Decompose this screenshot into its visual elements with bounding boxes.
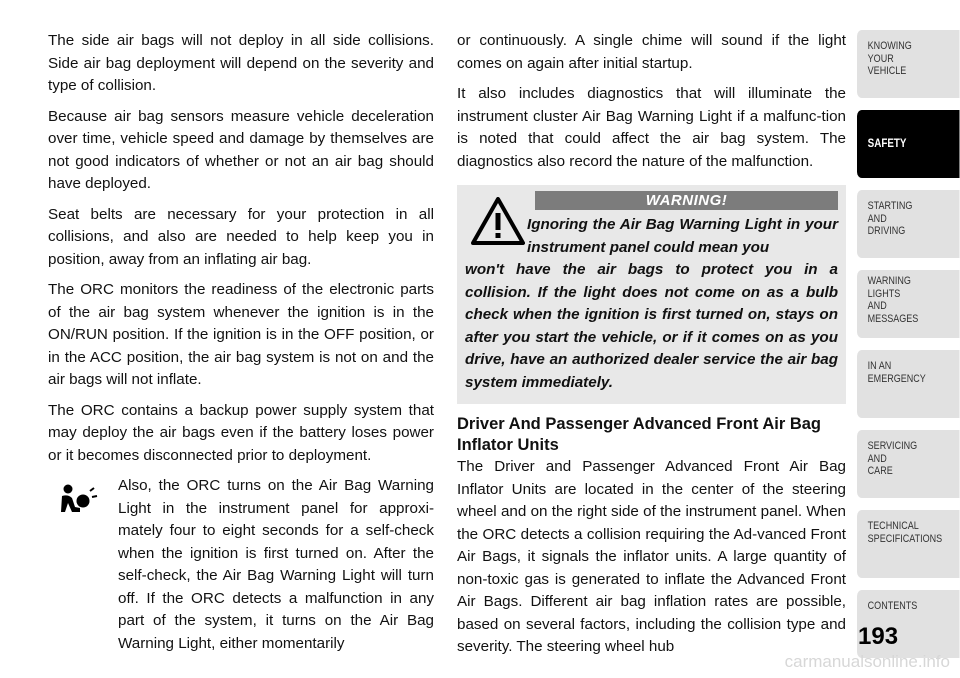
tab-label: TECHNICAL SPECIFICATIONS (867, 520, 943, 545)
warning-text-first-lines: Ignoring the Air Bag Warning Light in your instrument panel could mean you (527, 216, 838, 256)
paragraph: or continuously. A single chime will sound if the light comes on again after initial startup. (457, 32, 846, 72)
section-heading: Driver And Passenger Advanced Front Air Bag Inflator Units (457, 415, 822, 454)
paragraph: The side air bags will not deploy in all side collisions. Side air bag deployment will depend on the severity and type of collision. (48, 32, 434, 94)
airbag-light-paragraph (48, 475, 434, 655)
watermark: carmanualsonline.info (784, 652, 950, 671)
tab-knowing-your-vehicle[interactable] (857, 30, 960, 98)
page-number: 193 (858, 623, 899, 650)
tab-label: STARTING AND DRIVING (867, 200, 913, 237)
tab-starting-and-driving[interactable] (857, 190, 960, 258)
tab-servicing-and-care[interactable] (857, 430, 960, 498)
tab-technical-specifications[interactable] (857, 510, 960, 578)
tab-label: SERVICING AND CARE (867, 440, 918, 477)
chapter-sidebar (857, 30, 960, 670)
tab-in-an-emergency[interactable] (857, 350, 960, 418)
paragraph: It also includes diagnostics that will illuminate the instrument cluster Air Bag Warning Light if a malfunc-tion is noted that could affect the air bag system. The diagnostics also record the nature of the malfunction. (457, 85, 846, 170)
tab-label: IN AN EMERGENCY (867, 360, 926, 385)
warning-title: WARNING! (535, 191, 838, 210)
tab-label: KNOWING YOUR VEHICLE (867, 40, 912, 77)
warning-triangle-icon (471, 197, 525, 245)
tab-safety[interactable] (857, 110, 960, 178)
right-column (457, 30, 846, 667)
airbag-warning-icon (56, 481, 98, 521)
tab-label: SAFETY (867, 136, 907, 150)
paragraph: Also, the ORC turns on the Air Bag Warning Light in the instrument panel for approxi-mately four to eight seconds for a self-check when the ignition is first turned on. After the self-check, the Air Bag Warning Light will turn off. If the ORC detects a malfunction in any part of the system, it turns on the Air Bag Warning Light, either momentarily (118, 477, 434, 652)
paragraph: The ORC monitors the readiness of the electronic parts of the air bag system whenever the ignition is in the ON/RUN position. If the ignition is in the OFF position, or in the ACC position, the air bag system is not on and the air bags will not inflate. (48, 281, 434, 388)
warning-box (457, 185, 846, 404)
tab-label: CONTENTS (867, 600, 918, 612)
paragraph: The Driver and Passenger Advanced Front Air Bag Inflator Units are located in the center of the steering wheel and on the right side of the instrument panel. When the ORC detects a collision requiring the Ad-vanced Front Air Bags, it signals the inflator units. A large quantity of non-toxic gas is generated to inflate the Advanced Front Air Bags. Different air bag inflation rates are possible, based on several factors, including the collision type and severity. The steering wheel hub (457, 458, 846, 655)
paragraph: Because air bag sensors measure vehicle deceleration over time, vehicle speed and damage by themselves are not good indicators of whether or not an air bag should have deployed. (48, 107, 434, 192)
paragraph: Seat belts are necessary for your protection in all collisions, and also are needed to help keep you in position, away from an inflating air bag. (48, 205, 434, 268)
warning-text-rest: won't have the air bags to protect you in a collision. If the light does not come on as a bulb check when the ignition is first turned on, stays on after you start the vehicle, or if it comes on as you drive, have an authorized dealer service the air bag system immediately. (465, 261, 838, 391)
left-column (48, 30, 434, 663)
tab-warning-lights[interactable] (857, 270, 960, 338)
paragraph: The ORC contains a backup power supply system that may deploy the air bags even if the battery loses power or it becomes disconnected prior to deployment. (48, 401, 434, 464)
tab-label: WARNING LIGHTS AND MESSAGES (867, 275, 919, 325)
